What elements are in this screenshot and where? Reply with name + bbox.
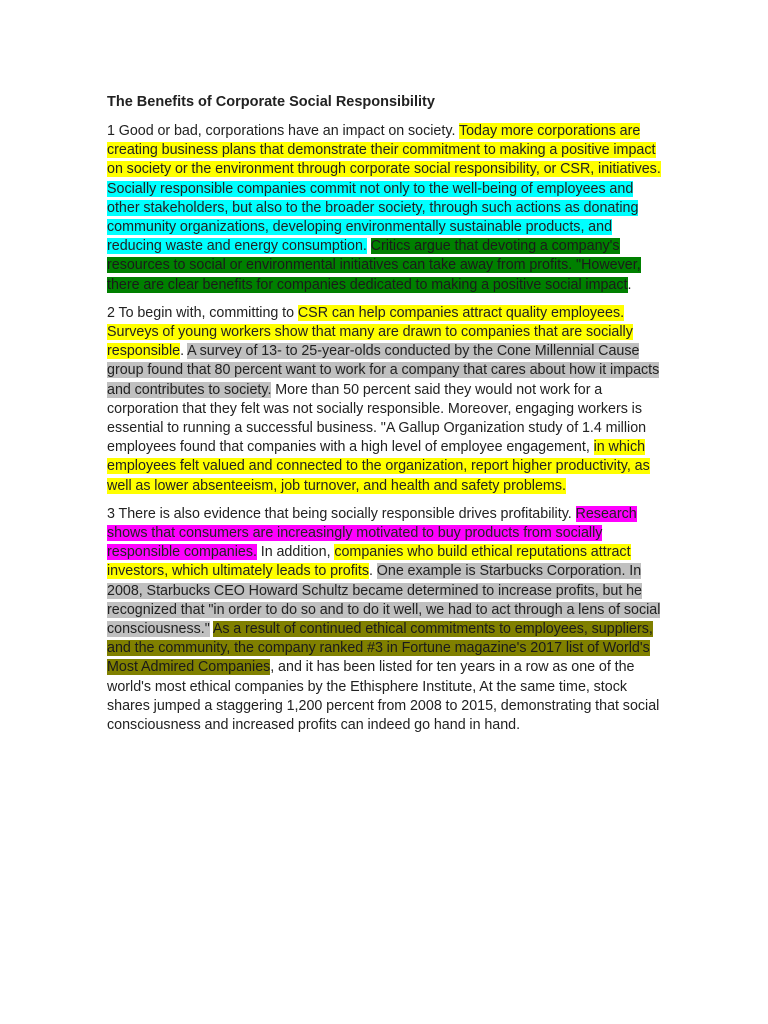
text-segment: 1 Good or bad, corporations have an impact on society. — [107, 123, 459, 139]
highlighted-text-gray: A survey of 13- to 25-year-olds conducted by the Cone Millennial Cause group found that 80 percent want to work for a company that cares about how it impacts and contributes to society. — [107, 343, 660, 398]
text-segment: 2 To begin with, committing to — [107, 304, 298, 321]
paragraph-2 — [107, 304, 663, 496]
highlighted-text-magenta: Research shows that consumers are increasingly motivated to buy products from socially responsible companies. — [107, 505, 637, 561]
paragraph-3 — [107, 505, 663, 735]
text-segment: In addition, — [257, 544, 335, 561]
text-segment: , and it has been listed for ten years in a row as one of the world's most ethical companies by the Ethisphere Institute, At the same time, stock shares jumped a staggering 1,200 percent from 2008 to 2015, demonstrating that social consciousness and increased profits can indeed go hand in hand. — [107, 659, 660, 734]
highlighted-text-yellow: CSR can help companies attract quality employees. Surveys of young workers show that many are drawn to companies that are socially responsible — [107, 304, 633, 360]
text-segment: . — [627, 276, 632, 293]
text-segment: 3 There is also evidence that being socially responsible drives profitability. — [107, 505, 576, 522]
highlighted-text-cyan: Socially responsible companies commit not only to the well-being of employees and other stakeholders, but also to the broader society, through such actions as donating community organizations, developing environmentally sustainable products, and reducing waste and energy consumption. — [107, 180, 639, 255]
highlighted-text-yellow: in which employees felt valued and connected to the organization, report higher productivity, as well as lower absenteeism, job turnover, and health and safety problems. — [107, 439, 650, 494]
text-segment: . — [180, 343, 188, 360]
highlighted-text-green: Critics argue that devoting a company's resources to social or environmental initiatives can take away from profits. "However, there are clear benefits for companies dedicated to making a positive social impact — [107, 238, 641, 293]
paragraph-1 — [107, 122, 663, 295]
highlighted-text-gray: One example is Starbucks Corporation. In 2008, Starbucks CEO Howard Schultz became determined to increase profits, but he recognized that "in order to do so and to do it well, we had to act through a lens of social consciousness." — [107, 563, 661, 638]
document-page — [107, 90, 663, 744]
highlighted-text-yellow: Today more corporations are creating business plans that demonstrate their commitment to making a positive impact on society or the environment through corporate social responsibility, or CSR, initiatives. — [107, 123, 661, 178]
highlighted-text-yellow: companies who build ethical reputations attract investors, which ultimately leads to profits — [107, 544, 631, 580]
text-segment: More than 50 percent said they would not work for a corporation that they felt was not socially responsible. Moreover, engaging workers is essential to running a successful business. "A Gallup Organization study of 1.4 million employees found that companies with a high level of employee engagement, — [107, 381, 647, 456]
highlighted-text-olive: As a result of continued ethical commitments to employees, suppliers, and the community, the company ranked #3 in Fortune magazine's 2017 list of World's Most Admired Companies — [107, 621, 653, 676]
document-title: The Benefits of Corporate Social Responsibility — [107, 94, 435, 110]
text-segment: . — [369, 563, 377, 580]
